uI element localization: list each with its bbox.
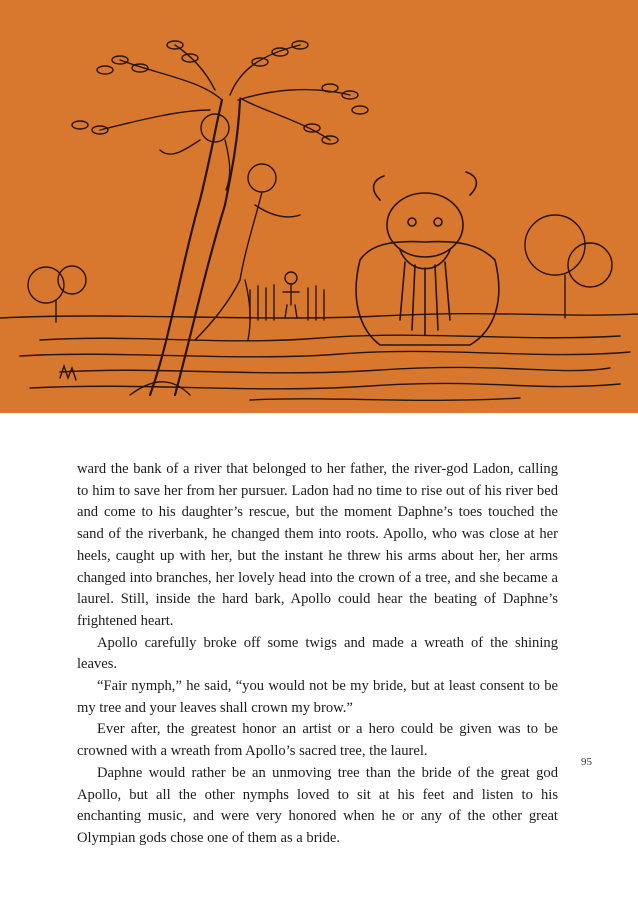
illustration-apollo-daphne [0,0,638,413]
right-tree [525,215,612,318]
paragraph-1: ward the bank of a river that belonged to her father, the river-god Ladon, calling to him to save her from her pursuer. Ladon had no time to rise out of his river bed and come to his daughter’s rescue, but the moment Daphne’s toes touched the sand of the riverbank, he changed them into roots. Apollo, who was close at her heels, caught up with her, but the instant he threw his arms about her, her arms changed into branches, her lovely head into the crown of a tree, and she became a laurel. Still, inside the hard bark, Apollo could hear the beating of Daphne’s frightened heart. [77,461,558,629]
left-bush [28,266,86,322]
laurel-tree [100,45,350,395]
ink-drawing [0,0,638,413]
page-number: 95 [581,756,592,768]
distant-figure [283,272,299,318]
paragraph-2: Apollo carefully broke off some twigs and made a wreath of the shining leaves. [77,634,558,673]
daphne-figure [160,114,230,190]
river-god-ladon [356,172,499,345]
body-text [77,459,558,850]
horizon-line [0,314,638,318]
paragraph-5: Daphne would rather be an unmoving tree than the bride of the great god Apollo, but all the other nymphs loved to sit at his feet and listen to his enchanting music, and were very honored when he or any of the other great Olympian gods chose one of them as a bride. [77,764,558,846]
river-water [20,335,630,400]
grass-tuft [60,366,76,380]
laurel-leaves [72,41,368,144]
paragraph-3: “Fair nymph,” he said, “you would not be my bride, but at least consent to be my tree and your leaves shall crown my brow.” [77,678,558,716]
reed-fence [250,285,324,320]
paragraph-4: Ever after, the greatest honor an artist or a hero could be given was to be crowned with a wreath from Apollo’s sacred tree, the laurel. [77,721,558,760]
